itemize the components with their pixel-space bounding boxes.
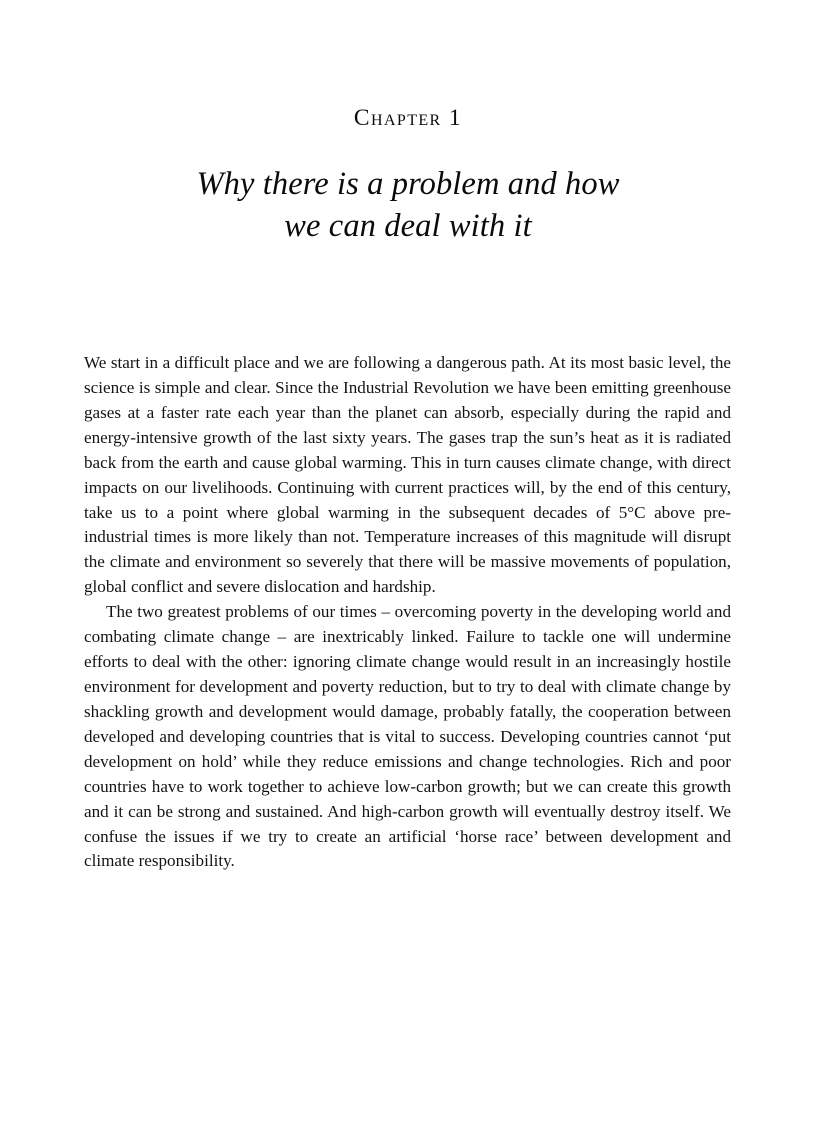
body-paragraph-1: We start in a difficult place and we are following a dangerous path. At its most basic level, the science is simple and clear. Since the Industrial Revolution we have been emitting greenhouse gases at a faster rate each year than the planet can absorb, especially during the rapid and energy-intensive growth of the last sixty years. The gases trap the sun’s heat as it is radiated back from the earth and cause global warming. This in turn causes climate change, with direct impacts on our livelihoods. Continuing with current practices will, by the end of this century, take us to a point where global warming in the subsequent decades of 5°C above pre-industrial times is more likely than not. Temperature increases of this magnitude will disrupt the climate and environment so severely that there will be massive movements of population, global conflict and severe dislocation and hardship.	[84, 353, 731, 597]
body-text	[84, 351, 731, 874]
chapter-title-line-2: we can deal with it	[284, 208, 532, 244]
chapter-title	[84, 163, 732, 247]
chapter-heading: Chapter 1	[353, 105, 463, 131]
body-paragraph-2: The two greatest problems of our times – overcoming poverty in the developing world and combating climate change – are inextricably linked. Failure to tackle one will undermine efforts to deal with the other: ignoring climate change would result in an increasingly hostile environment for development and poverty reduction, but to try to deal with climate change by shackling growth and development would damage, probably fatally, the cooperation between developed and developing countries that is vital to success. Developing countries cannot ‘put development on hold’ while they reduce emissions and change technologies. Rich and poor countries have to work together to achieve low-carbon growth; but we can create this growth and it can be strong and sustained. And high-carbon growth will eventually destroy itself. We confuse the issues if we try to create an artificial ‘horse race’ between development and climate responsibility.	[84, 602, 731, 871]
chapter-title-line-1: Why there is a problem and how	[196, 166, 620, 202]
